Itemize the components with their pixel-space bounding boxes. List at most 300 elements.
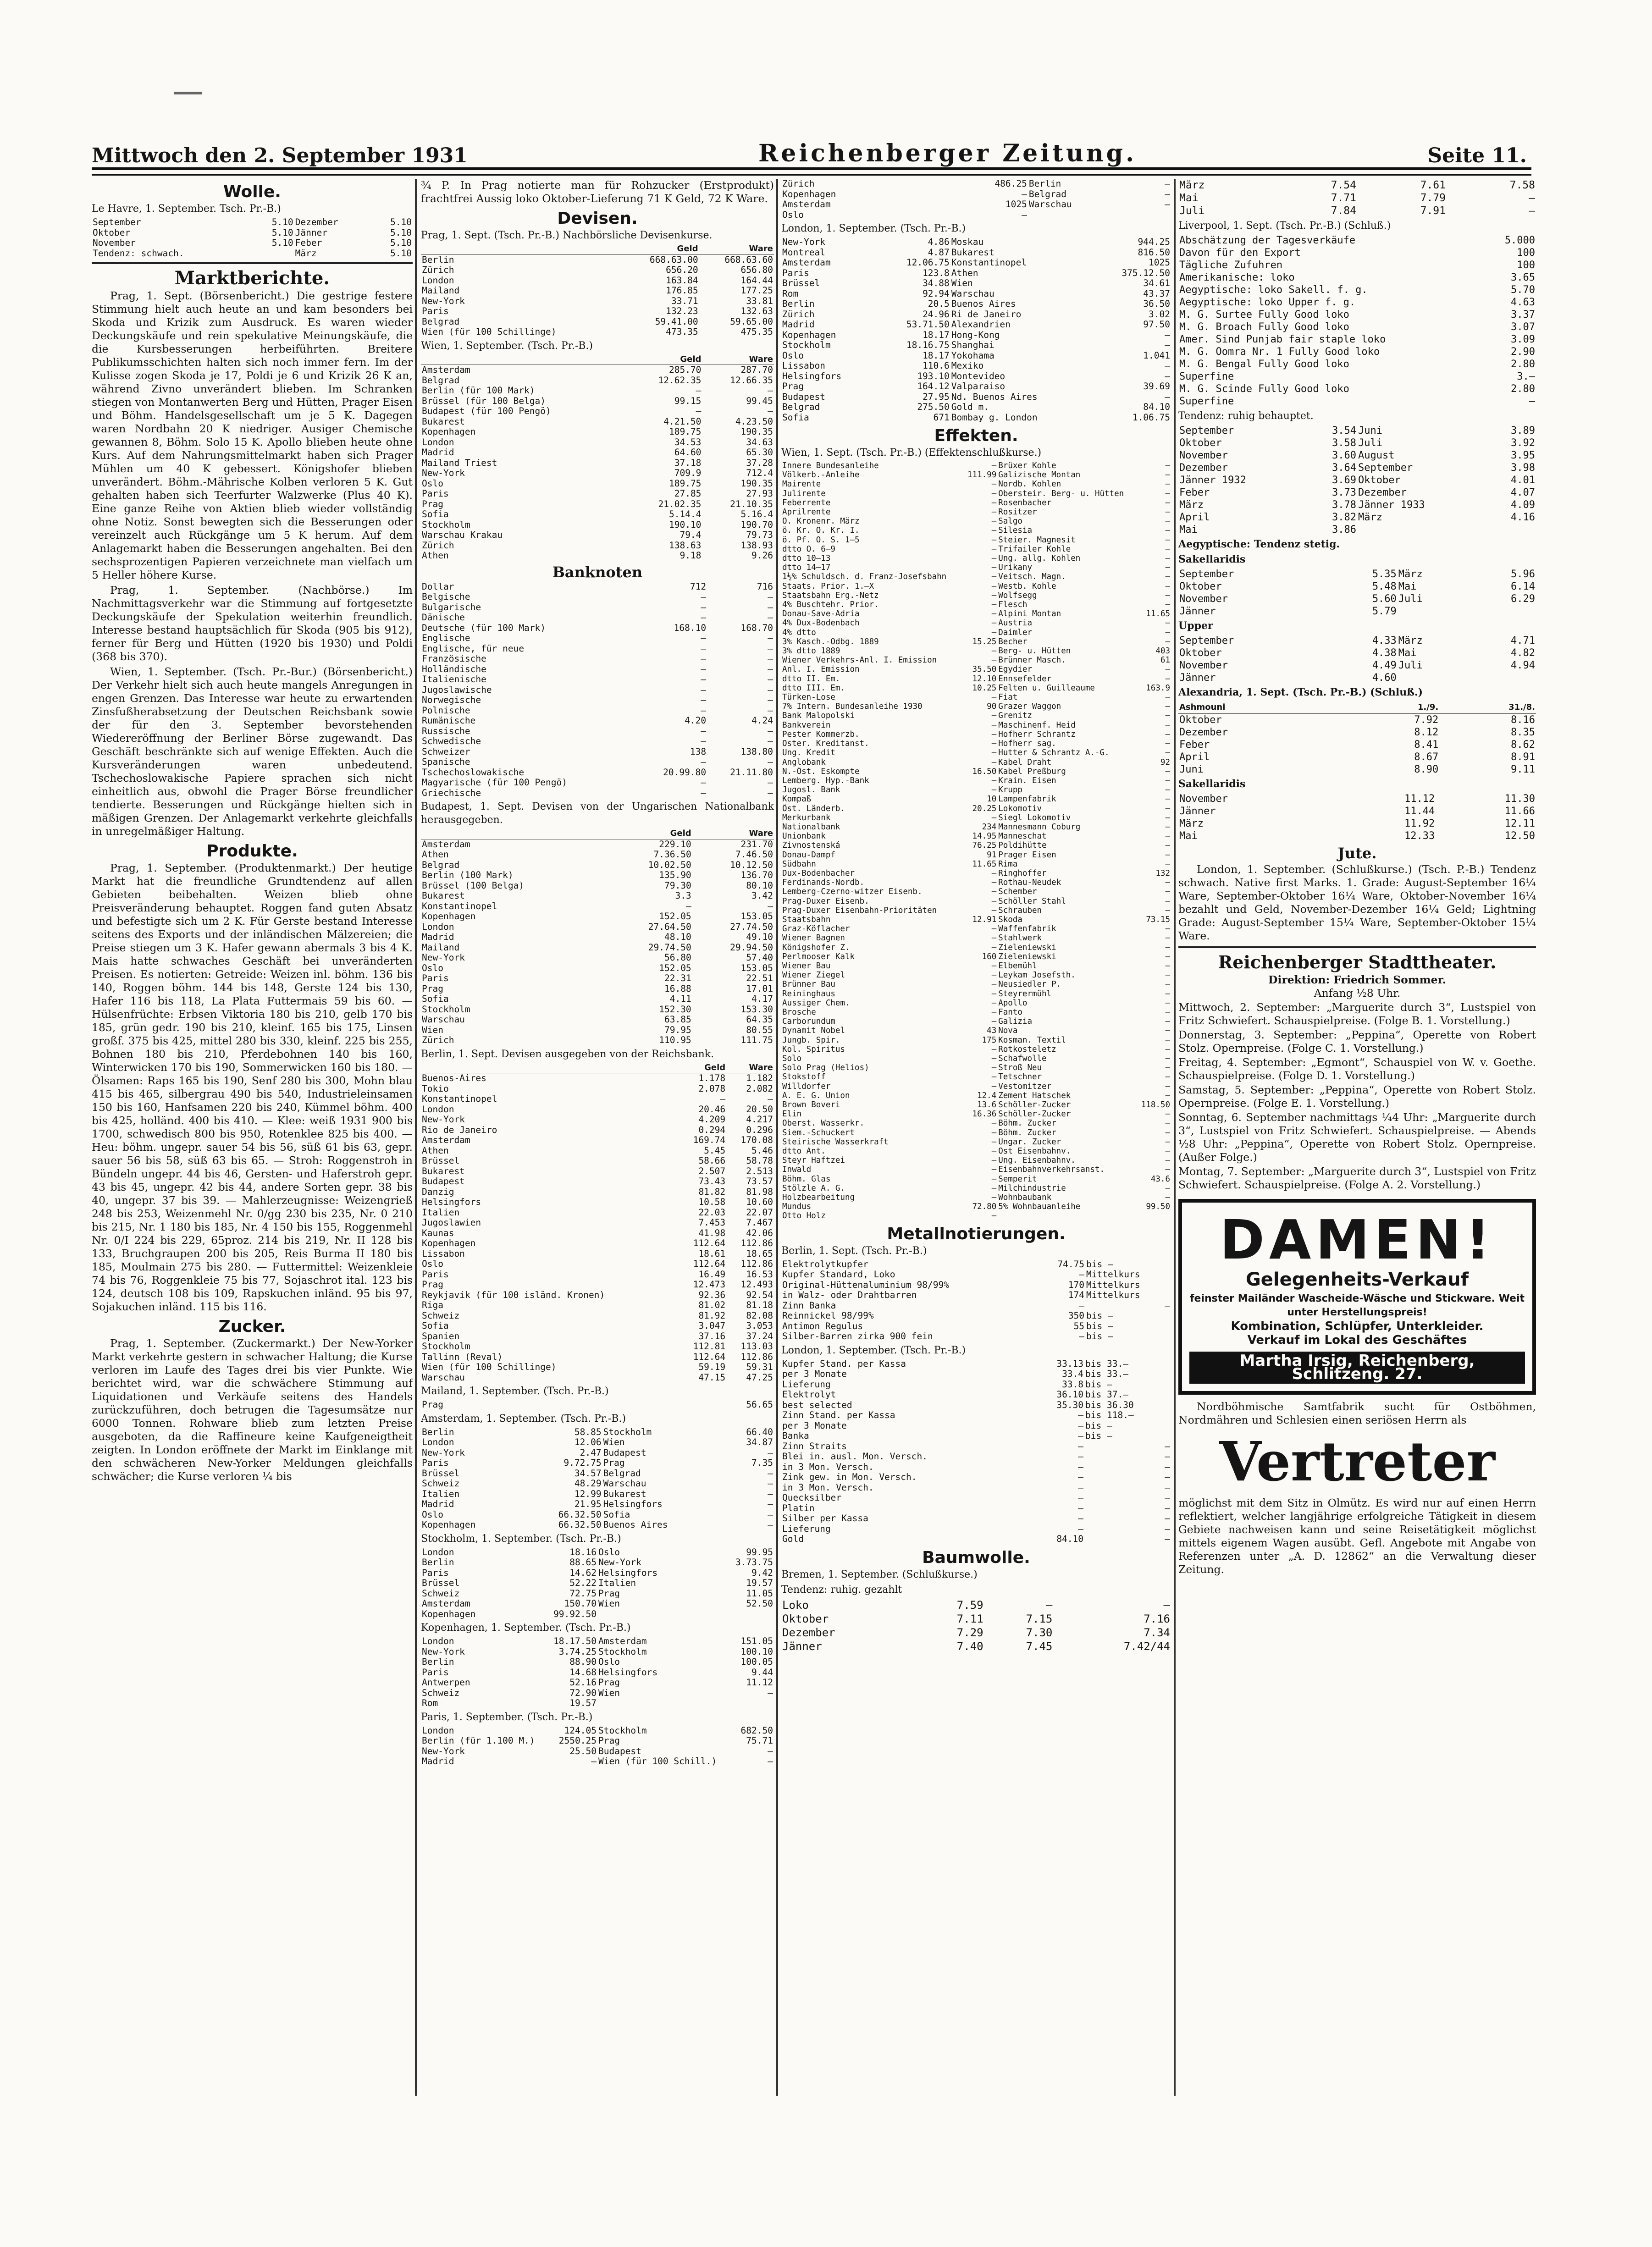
table-row — [421, 1458, 774, 1469]
table-row — [421, 1176, 774, 1187]
table-row — [781, 268, 1171, 279]
table-cell: Nova — [998, 1026, 1018, 1036]
table-row — [781, 470, 1171, 480]
article-paragraph: Prag, 1. September. (Nachbörse.) Im Nachmittagsverkehr war die Stimmung auf fortgesetzte Deckungskäufe der Spekulation weiterhin freundlich. Interesse bestand hauptsächlich für Skoda (905 bis 912), ferner für Berg und Hütten (1920 bis 1930) und Poldi (368 bis 370). — [92, 584, 413, 663]
table-cell: — — [991, 1183, 997, 1193]
table-cell: 18.16.75 — [906, 340, 950, 350]
table-cell: 123.8 — [923, 268, 950, 278]
table-cell: 8.90 — [1414, 764, 1439, 775]
table-cell: 150.70 — [564, 1599, 597, 1609]
table-cell: Sofia — [603, 1509, 630, 1520]
table-cell: 16.50 — [972, 767, 997, 776]
table-cell: Fanto — [998, 1007, 1022, 1017]
table-row — [781, 989, 1171, 999]
table-row — [421, 286, 774, 296]
section-title-marktberichte: Marktberichte. — [174, 267, 330, 289]
table-cell: Milchindustrie — [998, 1183, 1066, 1193]
table-row — [781, 730, 1171, 739]
table-cell: bis — — [1086, 1331, 1113, 1342]
table-cell: Mairente — [782, 480, 821, 489]
table-cell: Kopenhagen — [422, 1238, 476, 1248]
table-cell: Lieferung — [782, 1379, 831, 1390]
table-cell: Lissabon — [422, 1248, 465, 1259]
table-cell: — — [1078, 1482, 1084, 1493]
table-row — [421, 953, 774, 963]
table-cell: 11.30 — [1504, 793, 1535, 805]
table-cell: — — [1165, 1524, 1170, 1534]
table-cell: — — [768, 695, 773, 705]
table-cell: Sofia — [422, 1321, 449, 1331]
table-cell: Konstantinopel — [422, 901, 497, 911]
baumwolle-tendenz: Tendenz: ruhig. gezahlt — [781, 1584, 902, 1596]
table-row — [781, 1493, 1171, 1503]
table-cell: — — [991, 1156, 997, 1165]
table-cell: Siegl Lokomotiv — [998, 813, 1071, 823]
table-row — [421, 1448, 774, 1458]
table-cell: 25.50 — [569, 1746, 597, 1756]
table-cell: 5.35 — [1372, 569, 1397, 580]
liverpool-table — [1178, 234, 1536, 408]
table-cell: 5.16.4 — [740, 509, 773, 519]
header-rule-thin — [92, 174, 1531, 176]
effekten-subheading: Wien, 1. Sept. (Tsch. Pr.-B.) (Effektenschlußkurse.) — [781, 447, 1042, 458]
table-cell: 27.85 — [674, 489, 702, 499]
table-cell: 64.35 — [746, 1015, 773, 1025]
table-cell: — — [991, 924, 997, 934]
theater-program-entry: Donnerstag, 3. September: „Peppina“, Operette von Robert Stolz. Opernpreise. (Folge C. 1. Vorstellung.) — [1178, 1028, 1536, 1054]
table-cell: 48.10 — [664, 932, 691, 942]
table-cell: 18.17.50 — [553, 1636, 597, 1646]
table-cell: Madrid — [422, 1499, 454, 1509]
table-cell: 22.31 — [664, 973, 691, 983]
table-cell: Bankverein — [782, 720, 831, 730]
table-row — [421, 1736, 774, 1746]
table-row — [781, 1175, 1171, 1184]
table-row — [421, 1520, 774, 1530]
table-cell: Berlin (100 Mark) — [422, 870, 514, 880]
table-cell: Staats. Prior. 1.—X — [782, 581, 874, 591]
table-cell: 193.10 — [917, 371, 950, 381]
table-cell: 1.178 — [698, 1073, 726, 1083]
table-cell: 8.62 — [1511, 739, 1535, 751]
table-cell: 99.95 — [746, 1547, 773, 1557]
table-cell: 231.70 — [740, 839, 773, 850]
theater-program-entry: Mittwoch, 2. September: „Marguerite durch 3“, Lustspiel von Fritz Schwiefert. Schauspielpreise. (Folge B. 1. Vorstellung.) — [1178, 1001, 1536, 1027]
table-cell: — — [1165, 878, 1170, 888]
table-row — [421, 767, 774, 778]
table-cell: Tokio — [422, 1083, 449, 1094]
table-cell: Zinn Stand. per Kassa — [782, 1410, 895, 1421]
table-cell: — — [768, 1468, 773, 1479]
table-row — [421, 1005, 774, 1015]
table-cell: bis 37.— — [1085, 1390, 1128, 1400]
table-cell: 99.92.50 — [553, 1609, 597, 1619]
table-cell: Paris — [422, 489, 449, 499]
table-row — [781, 860, 1171, 869]
table-cell: Wien — [603, 1437, 625, 1447]
column-header: 31./8. — [1439, 701, 1536, 714]
table-cell: 5.10 — [390, 238, 412, 248]
table-cell: Brüssel (für 100 Belga) — [422, 396, 546, 406]
table-cell: — — [1165, 729, 1170, 739]
table-cell: Aussiger Chem. — [782, 998, 850, 1008]
mailand-subheading: Mailand, 1. September. (Tsch. Pr.-B.) — [421, 1386, 609, 1397]
table-cell: — — [768, 1094, 773, 1104]
table-row — [781, 1321, 1171, 1332]
table-cell: 709.9 — [674, 468, 702, 478]
theater-program-entry: Montag, 7. September: „Marguerite durch 3“, Lustspiel von Fritz Schwiefert. Schauspielpreise. (Folge A. 2. Vorstellung.) — [1178, 1165, 1536, 1191]
table-cell: Rosenbacher — [998, 498, 1052, 508]
table-cell: 138.80 — [740, 746, 773, 757]
table-cell: Öst. Länderb. — [782, 804, 845, 813]
table-cell: 1½% Schuldsch. d. Franz-Josefsbahn — [782, 572, 947, 582]
table-cell: Oslo — [598, 1657, 620, 1667]
table-cell: — — [991, 461, 997, 470]
table-cell: 7.91 — [1420, 205, 1446, 217]
table-row — [781, 1026, 1171, 1035]
theater-program — [1178, 1001, 1536, 1192]
table-cell: — — [1165, 674, 1170, 684]
table-cell: Athen — [422, 551, 449, 561]
table-cell: Spanische — [422, 757, 470, 767]
kopenhagen-subheading: Kopenhagen, 1. September. (Tsch. Pr.-B.) — [421, 1622, 631, 1634]
table-cell: 84.10 — [1143, 402, 1170, 412]
page-mark — [174, 92, 202, 94]
table-cell: 3.07 — [1511, 321, 1535, 333]
table-cell: 33.71 — [671, 296, 698, 306]
table-cell: dtto II. Em. — [782, 674, 840, 684]
table-cell: Französische — [422, 654, 486, 664]
table-row — [1178, 192, 1536, 204]
table-cell: Rio de Janeiro — [422, 1125, 497, 1135]
table-cell: 74.75 — [1057, 1259, 1085, 1270]
table-cell: Semperit — [998, 1174, 1037, 1184]
table-cell: — — [991, 609, 997, 619]
table-cell: Montreal — [782, 247, 825, 258]
table-cell: Gold m. — [951, 402, 989, 412]
table-row — [781, 508, 1171, 517]
table-row — [421, 860, 774, 871]
table-cell: Schöller-Zucker — [998, 1110, 1071, 1119]
table-cell: 4% dtto — [782, 628, 816, 637]
table-cell: Belgrad — [422, 316, 460, 327]
table-row — [781, 1072, 1171, 1082]
table-cell: Rom — [782, 288, 799, 299]
table-row — [92, 217, 413, 228]
table-cell: 18.17 — [923, 350, 950, 361]
table-cell: 7.59 — [956, 1598, 983, 1612]
table-cell: 403 — [1155, 646, 1170, 656]
table-cell: 12.473 — [693, 1280, 726, 1290]
theater-program-entry: Sonntag, 6. September nachmittags ¼4 Uhr: „Marguerite durch 3“, Lustspiel von Fritz Schwiefert. Schauspielpreise. — Abends ½8 Uhr: „Peppina“, Operette von Robert Stolz. Opernpreise. (Außer Folge.) — [1178, 1111, 1536, 1164]
table-cell: Brüssel (100 Belga) — [422, 880, 525, 891]
table-cell: 88.65 — [569, 1557, 597, 1568]
table-cell: Juli — [1179, 205, 1205, 217]
table-cell: 375.12.50 — [1122, 268, 1170, 278]
table-cell: 34.57 — [574, 1468, 602, 1479]
table-cell: — — [1165, 933, 1170, 943]
table-cell: Berg- u. Hütten — [998, 646, 1071, 656]
table-cell: 59.19 — [698, 1362, 726, 1372]
table-cell: — — [701, 695, 707, 705]
table-cell: 2.47 — [580, 1447, 602, 1458]
table-cell — [597, 1698, 711, 1709]
table-cell: — — [1078, 1472, 1084, 1483]
table-cell: November — [1179, 660, 1228, 671]
table-cell: Polnische — [422, 705, 470, 716]
table-cell: Mai — [1398, 647, 1417, 659]
table-cell: Prag — [598, 1678, 620, 1688]
table-cell — [705, 1609, 774, 1620]
table-cell: 112.64 — [693, 1259, 726, 1269]
table-cell: 35.30 — [1056, 1400, 1084, 1410]
table-cell: Prag — [782, 381, 804, 392]
table-cell: Oktober — [1179, 581, 1222, 592]
table-cell: Stockholm — [598, 1725, 647, 1736]
table-cell: — — [1165, 1063, 1170, 1073]
table-cell: 20.46 — [698, 1104, 726, 1115]
table-row — [421, 757, 774, 767]
table-row — [781, 1462, 1171, 1473]
table-cell: 9.44 — [751, 1667, 773, 1678]
table-cell: Steyrermühl — [998, 989, 1052, 999]
metall-table — [781, 1259, 1171, 1342]
table-cell: Pester Kommerzb. — [782, 729, 860, 739]
table-cell: 11.92 — [1404, 818, 1435, 829]
table-row — [421, 1547, 774, 1558]
table-cell: Mannesmann Coburg — [998, 822, 1081, 832]
table-cell: Belgrad — [422, 860, 460, 870]
table-cell: 110.6 — [923, 361, 950, 371]
column-header — [421, 1063, 679, 1073]
table-cell: Oberst. Wasserkr. — [782, 1119, 865, 1128]
table-cell: Prag-Duxer Eisenb. — [782, 896, 869, 906]
table-cell: Feber — [295, 238, 322, 248]
table-cell: Kopenhagen — [782, 330, 836, 340]
table-cell: Sofia — [422, 509, 449, 519]
table-cell: — — [768, 633, 773, 643]
table-cell: bis — — [1086, 1259, 1113, 1270]
table-cell: — — [1165, 544, 1170, 554]
table-cell: Türken-Lose — [782, 693, 835, 702]
table-row — [781, 1513, 1171, 1524]
table-cell: bis — — [1085, 1420, 1112, 1431]
table-cell: 7.35 — [751, 1458, 773, 1468]
table-row — [421, 582, 774, 592]
table-row — [421, 994, 774, 1005]
table-cell: 175 — [982, 1035, 997, 1045]
table-cell: 10.25 — [972, 683, 997, 693]
table-cell: 97.50 — [1143, 320, 1170, 330]
table-cell: Spanien — [422, 1331, 460, 1342]
table-cell: — — [768, 901, 773, 911]
table-cell: Schweiz — [422, 1688, 460, 1698]
table-cell: Poldihütte — [998, 841, 1047, 850]
table-cell: Wiener Verkehrs-Anl. I. Emission — [782, 656, 937, 665]
table-cell: — — [701, 736, 707, 746]
table-cell: Wien — [598, 1599, 620, 1609]
table-row — [1178, 204, 1536, 217]
table-cell: 76.25 — [972, 841, 997, 850]
table-cell: 12.10 — [972, 674, 997, 684]
budapest-devisen-table — [421, 828, 774, 1046]
table-cell: 275.50 — [917, 402, 950, 412]
table-cell: — — [685, 901, 691, 911]
table-cell: 0.294 — [698, 1125, 726, 1135]
table-cell: — — [1165, 1017, 1170, 1027]
table-row — [421, 509, 774, 520]
table-cell: Elektrolytkupfer — [782, 1259, 868, 1270]
table-cell: — — [701, 592, 707, 602]
table-row — [421, 932, 774, 943]
table-cell: Stockholm — [603, 1427, 652, 1437]
column-header — [421, 354, 630, 365]
table-row — [421, 1270, 774, 1280]
table-cell: Brüxer Kohle — [998, 461, 1056, 470]
table-row — [781, 1137, 1171, 1147]
table-cell: Paris — [422, 306, 449, 316]
table-cell: Amsterdam — [782, 258, 831, 268]
table-cell: 656.80 — [740, 265, 773, 275]
table-row — [781, 1008, 1171, 1017]
table-cell: — — [701, 685, 707, 695]
table-cell: September — [1179, 569, 1234, 580]
table-cell: 944.25 — [1138, 237, 1170, 247]
table-cell: — — [991, 989, 997, 999]
table-cell: 72.80 — [972, 1202, 997, 1212]
table-cell: — — [1165, 600, 1170, 610]
table-cell: Wiener Ziegel — [782, 971, 845, 980]
table-cell: 14.95 — [972, 832, 997, 841]
table-cell: Jänner 1933 — [1358, 499, 1425, 511]
section-title-devisen: Devisen. — [557, 209, 638, 228]
table-cell: 63.85 — [664, 1015, 691, 1025]
table-row — [421, 520, 774, 530]
table-cell: 21.95 — [574, 1499, 602, 1509]
table-cell: 3.65 — [1511, 272, 1535, 283]
table-cell: Stockholm — [598, 1646, 647, 1657]
london-metall-table — [781, 1359, 1171, 1545]
table-cell: 177.25 — [740, 286, 773, 296]
table-cell: Reinnickel 98/99% — [782, 1311, 874, 1321]
table-cell: New-York — [422, 468, 465, 478]
table-cell: Original-Hüttenaluminium 98/99% — [782, 1280, 949, 1290]
table-cell: Reykjavik (für 100 isländ. Kronen) — [422, 1290, 605, 1300]
table-cell: New-York — [422, 1746, 465, 1756]
table-row — [421, 1197, 774, 1208]
table-cell — [1398, 605, 1467, 618]
table-row — [781, 637, 1171, 646]
table-cell: 100.10 — [740, 1646, 773, 1657]
table-cell: — — [1165, 924, 1170, 934]
table-cell: 3.047 — [698, 1321, 726, 1331]
table-cell: Jänner — [1179, 672, 1216, 684]
table-row — [421, 1084, 774, 1094]
table-cell: 92.54 — [746, 1290, 773, 1300]
table-row — [781, 1270, 1171, 1280]
table-row — [781, 563, 1171, 572]
table-cell: 7.29 — [956, 1626, 983, 1639]
table-cell: Italien — [422, 1207, 460, 1218]
table-cell: — — [768, 664, 773, 674]
table-cell: London — [422, 1547, 454, 1557]
table-cell: Perlmooser Kalk — [782, 952, 855, 961]
table-cell: — — [1165, 392, 1170, 402]
table-cell: Silesia — [998, 526, 1032, 536]
table-cell: Steyr Haftzei — [782, 1156, 845, 1165]
table-cell: Oktober — [1179, 647, 1222, 659]
table-row — [421, 922, 774, 933]
table-cell: — — [1529, 192, 1535, 204]
table-cell: — — [1165, 330, 1170, 340]
table-cell: Kopenhagen — [422, 1520, 476, 1530]
table-cell: 2.90 — [1511, 346, 1535, 358]
table-cell: 5.14.4 — [669, 509, 702, 519]
table-cell: Athen — [422, 1145, 449, 1156]
table-cell: — — [1078, 1462, 1084, 1472]
table-cell: in Walz- oder Drahtbarren — [782, 1290, 917, 1301]
table-row — [421, 1094, 774, 1104]
table-cell: Paris — [422, 1667, 449, 1678]
table-row — [781, 1369, 1171, 1380]
table-row — [781, 739, 1171, 748]
table-cell: Stockholm — [422, 1004, 470, 1015]
table-row — [781, 340, 1171, 351]
table-cell: 5.46 — [751, 1145, 773, 1156]
table-cell: — — [768, 778, 773, 788]
table-cell: 153.30 — [740, 1004, 773, 1015]
table-cell: Solo Prag (Helios) — [782, 1063, 869, 1073]
table-cell: Amsterdam — [422, 364, 470, 375]
table-row — [781, 795, 1171, 804]
table-row — [421, 1331, 774, 1342]
table-row — [421, 1578, 774, 1589]
table-cell: — — [1163, 1598, 1170, 1612]
table-cell: 7.16 — [1144, 1612, 1170, 1625]
table-cell: Berlin (für 100 Mark) — [422, 386, 535, 396]
column-divider-1 — [415, 179, 417, 2096]
theater-program-entry: Freitag, 4. September: „Egmont“, Schauspiel von W. v. Goethe. Schauspielpreise. (Folge D. 1. Vorstellung.) — [1178, 1056, 1536, 1082]
table-row — [781, 179, 1171, 189]
table-cell: 7.84 — [1331, 205, 1356, 217]
table-cell: Silber-Barren zirka 900 fein — [782, 1331, 933, 1342]
table-cell: 152.30 — [659, 1004, 691, 1015]
table-row — [781, 278, 1171, 289]
table-row — [781, 804, 1171, 813]
table-cell: 5.10 — [271, 238, 293, 248]
table-cell: — — [696, 386, 702, 396]
column-header: Ashmouni — [1178, 701, 1350, 714]
table-cell: 18.61 — [698, 1248, 726, 1259]
table-cell: Dezember — [1179, 727, 1228, 738]
table-cell: 124.05 — [564, 1725, 597, 1736]
table-cell: — — [991, 1174, 997, 1184]
table-cell — [997, 1211, 1137, 1220]
table-row — [421, 1311, 774, 1321]
table-cell: April — [1179, 512, 1210, 523]
table-cell: 3.3 — [675, 891, 691, 901]
table-cell: Paris — [422, 973, 449, 983]
table-row — [421, 489, 774, 499]
table-row — [781, 371, 1171, 382]
table-cell: 34.53 — [674, 437, 702, 447]
advertisement-text: möglichst mit dem Sitz in Olmütz. Es wird nur auf einen Herrn reflektiert, welcher langjährige erfolgreiche Tätigkeit in diesem Gebiete nachweisen kann und seine Reisetätigkeit möglichst mittels eigenem Wagen ausübt. Gefl. Angebote mit Angabe von Referenzen unter „A. D. 12862“ an die Verwaltung dieser Zeitung. — [1178, 1496, 1536, 1576]
column-header: Geld — [624, 244, 699, 254]
table-row — [421, 386, 774, 396]
table-cell: Loko — [782, 1598, 809, 1612]
table-cell: Schafwolle — [998, 1054, 1047, 1063]
table-cell: — — [991, 1147, 997, 1156]
